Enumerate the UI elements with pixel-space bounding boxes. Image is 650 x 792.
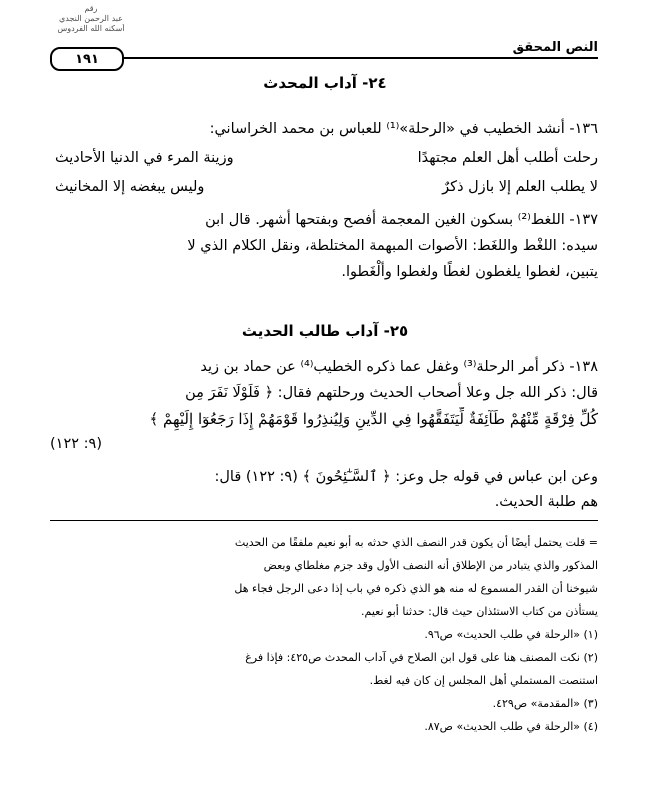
paragraph-ibn-abbas-line-2: هم طلبة الحديث. xyxy=(494,494,598,510)
footnote-separator xyxy=(50,520,598,521)
footnote-2-line-1: (٢) نكت المصنف هنا على قول ابن الصلاح في آداب المحدث ص٤٢٥: فإذا فرغ xyxy=(245,651,598,664)
footnote-continuation-line-1: = قلت يحتمل أيضًا أن يكون قدر النصف الذي حدثه به أبو نعيم ملفقًا من الحديث xyxy=(234,536,598,549)
footnote-continuation-line-2: المذكور والذي يتبادر من الإطلاق أنه النصف الأول وقد جزم مغلطاي وبعض xyxy=(263,559,598,572)
footnote-2-line-2: استنصت المستملي أهل المجلس إن كان فيه لغط. xyxy=(369,674,598,687)
paragraph-137-line-3: يتبين، لغطوا يلغطون لغطًا ولغطوا وألْغَطوا. xyxy=(341,264,598,280)
quran-verse-line: كُلِّ فِرْقَةٍ مِّنْهُمْ طَآئِفَةٌ لِّيَتَفَقَّهُوا فِي الدِّينِ وَلِيُنذِرُوا قَوْمَهُمْ إِذَا رَجَعُوٓا إِلَيْهِمْ ﴾ xyxy=(149,410,598,428)
footnote-1: (١) «الرحلة في طلب الحديث» ص٩٦. xyxy=(424,628,598,641)
library-stamp: رقم عبد الرحمن النجدي أسكنه الله الفردوس xyxy=(57,4,125,33)
paragraph-138-line-1: ١٣٨- ذكر أمر الرحلة⁽³⁾ وغفل عما ذكره الخطيب⁽⁴⁾ عن حماد بن زيد xyxy=(200,359,598,375)
paragraph-136: ١٣٦- أنشد الخطيب في «الرحلة»⁽¹⁾ للعباس بن محمد الخراساني: xyxy=(209,121,598,137)
verse-1-second-hemistich: وزينة المرء في الدنيا الأحاديث xyxy=(55,150,234,166)
paragraph-137-line-1: ١٣٧- اللغط⁽²⁾ بسكون الغين المعجمة أفصح وبفتحها أشهر. قال ابن xyxy=(205,212,598,228)
quran-verse-reference: (٩: ١٢٢) xyxy=(50,436,103,452)
paragraph-137-line-2: سيده: اللغْط واللغَط: الأصوات المبهمة المختلطة، ونقل الكلام الذي لا xyxy=(187,238,598,254)
footnote-4: (٤) «الرحلة في طلب الحديث» ص٨٧. xyxy=(424,720,598,733)
verse-2-second-hemistich: وليس يبغضه إلا المخانيث xyxy=(55,179,205,195)
header-rule xyxy=(122,57,598,59)
section-24-heading: ٢٤- آداب المحدث xyxy=(263,74,387,92)
footnote-continuation-line-3: شيوخنا أن القدر المسموع له منه هو الذي ذكره في باب إذا دعى الرجل فجاء هل xyxy=(234,582,598,595)
paragraph-ibn-abbas-line-1: وعن ابن عباس في قوله جل وعز: ﴿ ٱلسَّـٰٓئِحُونَ ﴾ (٩: ١٢٢) قال: xyxy=(214,469,598,485)
section-25-heading: ٢٥- آداب طالب الحديث xyxy=(241,322,409,340)
verse-2-first-hemistich: لا يطلب العلم إلا بازل ذكرٌ xyxy=(442,179,598,195)
running-header-title: النص المحقق xyxy=(512,40,598,55)
paragraph-138-line-2: قال: ذكر الله جل وعلا أصحاب الحديث ورحلتهم فقال: ﴿ فَلَوْلَا نَفَرَ مِن xyxy=(185,385,598,401)
page-number: ١٩١ xyxy=(75,51,99,67)
verse-1-first-hemistich: رحلت أطلب أهل العلم مجتهدًا xyxy=(417,150,598,166)
footnote-3: (٣) «المقدمة» ص٤٢٩. xyxy=(492,697,598,710)
footnote-continuation-line-4: يستأذن من كتاب الاستئذان حيث قال: حدثنا أبو نعيم. xyxy=(361,605,598,618)
page-number-badge xyxy=(50,47,124,71)
